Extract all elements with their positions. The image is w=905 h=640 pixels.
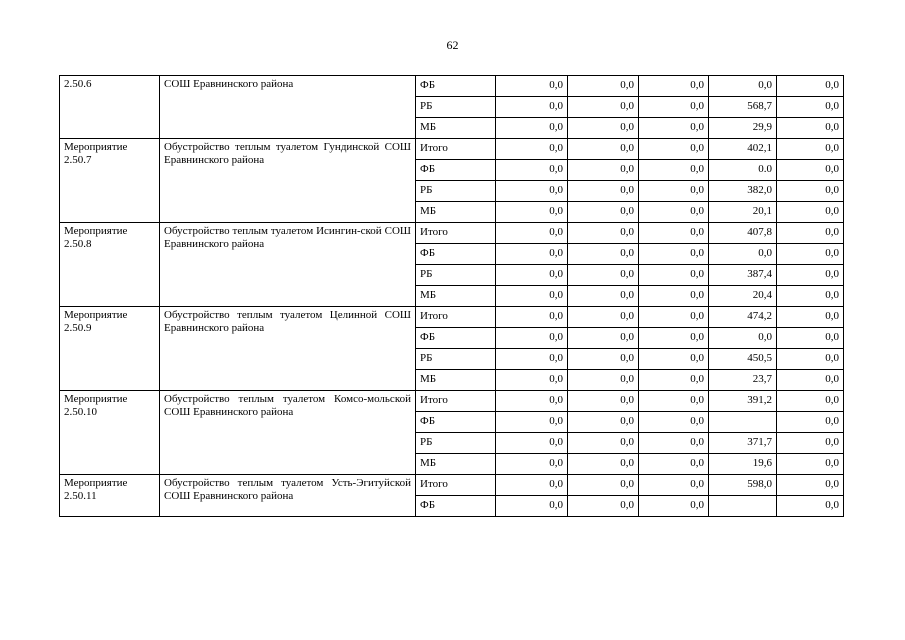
amount-cell: 0,0 (777, 244, 844, 265)
amount-cell: 0,0 (639, 349, 709, 370)
funding-source-cell: МБ (416, 370, 496, 391)
amount-cell: 391,2 (709, 391, 777, 412)
funding-source-cell: МБ (416, 454, 496, 475)
funding-source-cell: МБ (416, 286, 496, 307)
amount-cell: 0,0 (777, 139, 844, 160)
amount-cell: 19,6 (709, 454, 777, 475)
table-row (60, 76, 844, 97)
amount-cell (709, 496, 777, 517)
amount-cell: 0,0 (639, 181, 709, 202)
amount-cell: 0,0 (639, 286, 709, 307)
amount-cell: 0,0 (568, 286, 639, 307)
amount-cell: 0,0 (639, 202, 709, 223)
amount-cell: 23,7 (709, 370, 777, 391)
amount-cell: 0,0 (568, 139, 639, 160)
amount-cell: 29,9 (709, 118, 777, 139)
amount-cell: 0,0 (568, 202, 639, 223)
funding-source-cell: ФБ (416, 496, 496, 517)
amount-cell: 0,0 (777, 265, 844, 286)
amount-cell: 474,2 (709, 307, 777, 328)
funding-source-cell: МБ (416, 202, 496, 223)
table-body (60, 76, 844, 517)
amount-cell: 450,5 (709, 349, 777, 370)
amount-cell: 0,0 (639, 223, 709, 244)
amount-cell: 0,0 (496, 370, 568, 391)
funding-source-cell: РБ (416, 433, 496, 454)
budget-table (59, 75, 844, 517)
amount-cell: 387,4 (709, 265, 777, 286)
amount-cell: 0,0 (777, 433, 844, 454)
amount-cell: 0,0 (496, 307, 568, 328)
amount-cell: 0,0 (777, 160, 844, 181)
amount-cell: 0,0 (777, 118, 844, 139)
amount-cell: 0,0 (496, 454, 568, 475)
table-row (60, 307, 844, 328)
amount-cell: 371,7 (709, 433, 777, 454)
funding-source-cell: ФБ (416, 76, 496, 97)
funding-source-cell: Итого (416, 223, 496, 244)
measure-description-cell: СОШ Еравнинского района (160, 76, 416, 139)
measure-code-cell: Мероприятие 2.50.7 (60, 139, 160, 223)
amount-cell: 0,0 (777, 454, 844, 475)
amount-cell: 0,0 (777, 97, 844, 118)
amount-cell: 0,0 (777, 307, 844, 328)
amount-cell: 20,4 (709, 286, 777, 307)
amount-cell: 0,0 (568, 76, 639, 97)
funding-source-cell: ФБ (416, 160, 496, 181)
amount-cell: 0,0 (568, 118, 639, 139)
amount-cell: 0,0 (639, 328, 709, 349)
amount-cell: 0,0 (496, 160, 568, 181)
amount-cell: 382,0 (709, 181, 777, 202)
amount-cell: 0,0 (639, 139, 709, 160)
page-number: 62 (446, 38, 459, 52)
measure-code-cell: Мероприятие 2.50.10 (60, 391, 160, 475)
amount-cell: 0,0 (777, 202, 844, 223)
funding-source-cell: РБ (416, 265, 496, 286)
amount-cell: 0,0 (496, 76, 568, 97)
amount-cell: 0,0 (568, 244, 639, 265)
amount-cell: 0,0 (777, 349, 844, 370)
funding-source-cell: Итого (416, 391, 496, 412)
amount-cell: 0,0 (777, 286, 844, 307)
amount-cell: 0.0 (709, 160, 777, 181)
amount-cell: 0,0 (777, 76, 844, 97)
table-row (60, 391, 844, 412)
amount-cell: 0,0 (777, 181, 844, 202)
amount-cell: 0,0 (777, 496, 844, 517)
amount-cell: 0,0 (777, 223, 844, 244)
amount-cell: 0,0 (568, 391, 639, 412)
table-row (60, 475, 844, 496)
amount-cell: 0,0 (639, 307, 709, 328)
amount-cell: 0,0 (496, 475, 568, 496)
measure-code-cell: 2.50.6 (60, 76, 160, 139)
funding-source-cell: Итого (416, 307, 496, 328)
amount-cell: 0,0 (496, 412, 568, 433)
funding-source-cell: ФБ (416, 244, 496, 265)
measure-description-cell: Обустройство теплым туалетом Исингин-ской СОШ Еравнинского района (160, 223, 416, 307)
measure-description-cell: Обустройство теплым туалетом Целинной СОШ Еравнинского района (160, 307, 416, 391)
amount-cell: 0,0 (496, 118, 568, 139)
measure-code-cell: Мероприятие 2.50.11 (60, 475, 160, 517)
amount-cell: 0,0 (639, 475, 709, 496)
funding-source-cell: ФБ (416, 328, 496, 349)
amount-cell: 0,0 (639, 454, 709, 475)
amount-cell: 0,0 (777, 391, 844, 412)
amount-cell: 0,0 (496, 349, 568, 370)
funding-source-cell: Итого (416, 139, 496, 160)
amount-cell: 0,0 (639, 118, 709, 139)
funding-source-cell: РБ (416, 97, 496, 118)
amount-cell: 20,1 (709, 202, 777, 223)
table-row (60, 223, 844, 244)
amount-cell: 0,0 (777, 370, 844, 391)
amount-cell: 0,0 (568, 433, 639, 454)
amount-cell: 0,0 (709, 76, 777, 97)
amount-cell: 0,0 (639, 244, 709, 265)
amount-cell: 0,0 (639, 433, 709, 454)
amount-cell: 0,0 (496, 391, 568, 412)
amount-cell: 0,0 (639, 76, 709, 97)
amount-cell: 0,0 (568, 349, 639, 370)
amount-cell: 0,0 (568, 412, 639, 433)
amount-cell: 0,0 (709, 244, 777, 265)
amount-cell: 0,0 (496, 181, 568, 202)
amount-cell: 0,0 (568, 328, 639, 349)
amount-cell: 0,0 (777, 412, 844, 433)
amount-cell: 0,0 (639, 160, 709, 181)
amount-cell: 0,0 (639, 412, 709, 433)
amount-cell: 0,0 (568, 475, 639, 496)
amount-cell: 402,1 (709, 139, 777, 160)
measure-description-cell: Обустройство теплым туалетом Комсо-мольской СОШ Еравнинского района (160, 391, 416, 475)
amount-cell (709, 412, 777, 433)
measure-description-cell: Обустройство теплым туалетом Усть-Эгитуйской СОШ Еравнинского района (160, 475, 416, 517)
measure-code-cell: Мероприятие 2.50.8 (60, 223, 160, 307)
amount-cell: 0,0 (639, 391, 709, 412)
measure-code-cell: Мероприятие 2.50.9 (60, 307, 160, 391)
funding-source-cell: МБ (416, 118, 496, 139)
amount-cell: 0,0 (568, 370, 639, 391)
amount-cell: 0,0 (496, 433, 568, 454)
amount-cell: 407,8 (709, 223, 777, 244)
amount-cell: 0,0 (639, 97, 709, 118)
amount-cell: 0,0 (777, 475, 844, 496)
amount-cell: 0,0 (496, 139, 568, 160)
amount-cell: 0,0 (709, 328, 777, 349)
amount-cell: 0,0 (496, 97, 568, 118)
funding-source-cell: РБ (416, 181, 496, 202)
amount-cell: 0,0 (568, 454, 639, 475)
funding-source-cell: Итого (416, 475, 496, 496)
amount-cell: 0,0 (568, 160, 639, 181)
amount-cell: 568,7 (709, 97, 777, 118)
amount-cell: 0,0 (496, 244, 568, 265)
amount-cell: 0,0 (496, 328, 568, 349)
amount-cell: 0,0 (496, 265, 568, 286)
amount-cell: 0,0 (568, 181, 639, 202)
amount-cell: 0,0 (568, 223, 639, 244)
amount-cell: 0,0 (568, 97, 639, 118)
amount-cell: 0,0 (639, 370, 709, 391)
table-row (60, 139, 844, 160)
funding-source-cell: ФБ (416, 412, 496, 433)
measure-description-cell: Обустройство теплым туалетом Гундинской СОШ Еравнинского района (160, 139, 416, 223)
amount-cell: 0,0 (568, 265, 639, 286)
amount-cell: 0,0 (496, 202, 568, 223)
amount-cell: 598,0 (709, 475, 777, 496)
amount-cell: 0,0 (496, 223, 568, 244)
funding-source-cell: РБ (416, 349, 496, 370)
amount-cell: 0,0 (639, 496, 709, 517)
amount-cell: 0,0 (496, 496, 568, 517)
amount-cell: 0,0 (568, 496, 639, 517)
amount-cell: 0,0 (777, 328, 844, 349)
amount-cell: 0,0 (639, 265, 709, 286)
amount-cell: 0,0 (496, 286, 568, 307)
amount-cell: 0,0 (568, 307, 639, 328)
